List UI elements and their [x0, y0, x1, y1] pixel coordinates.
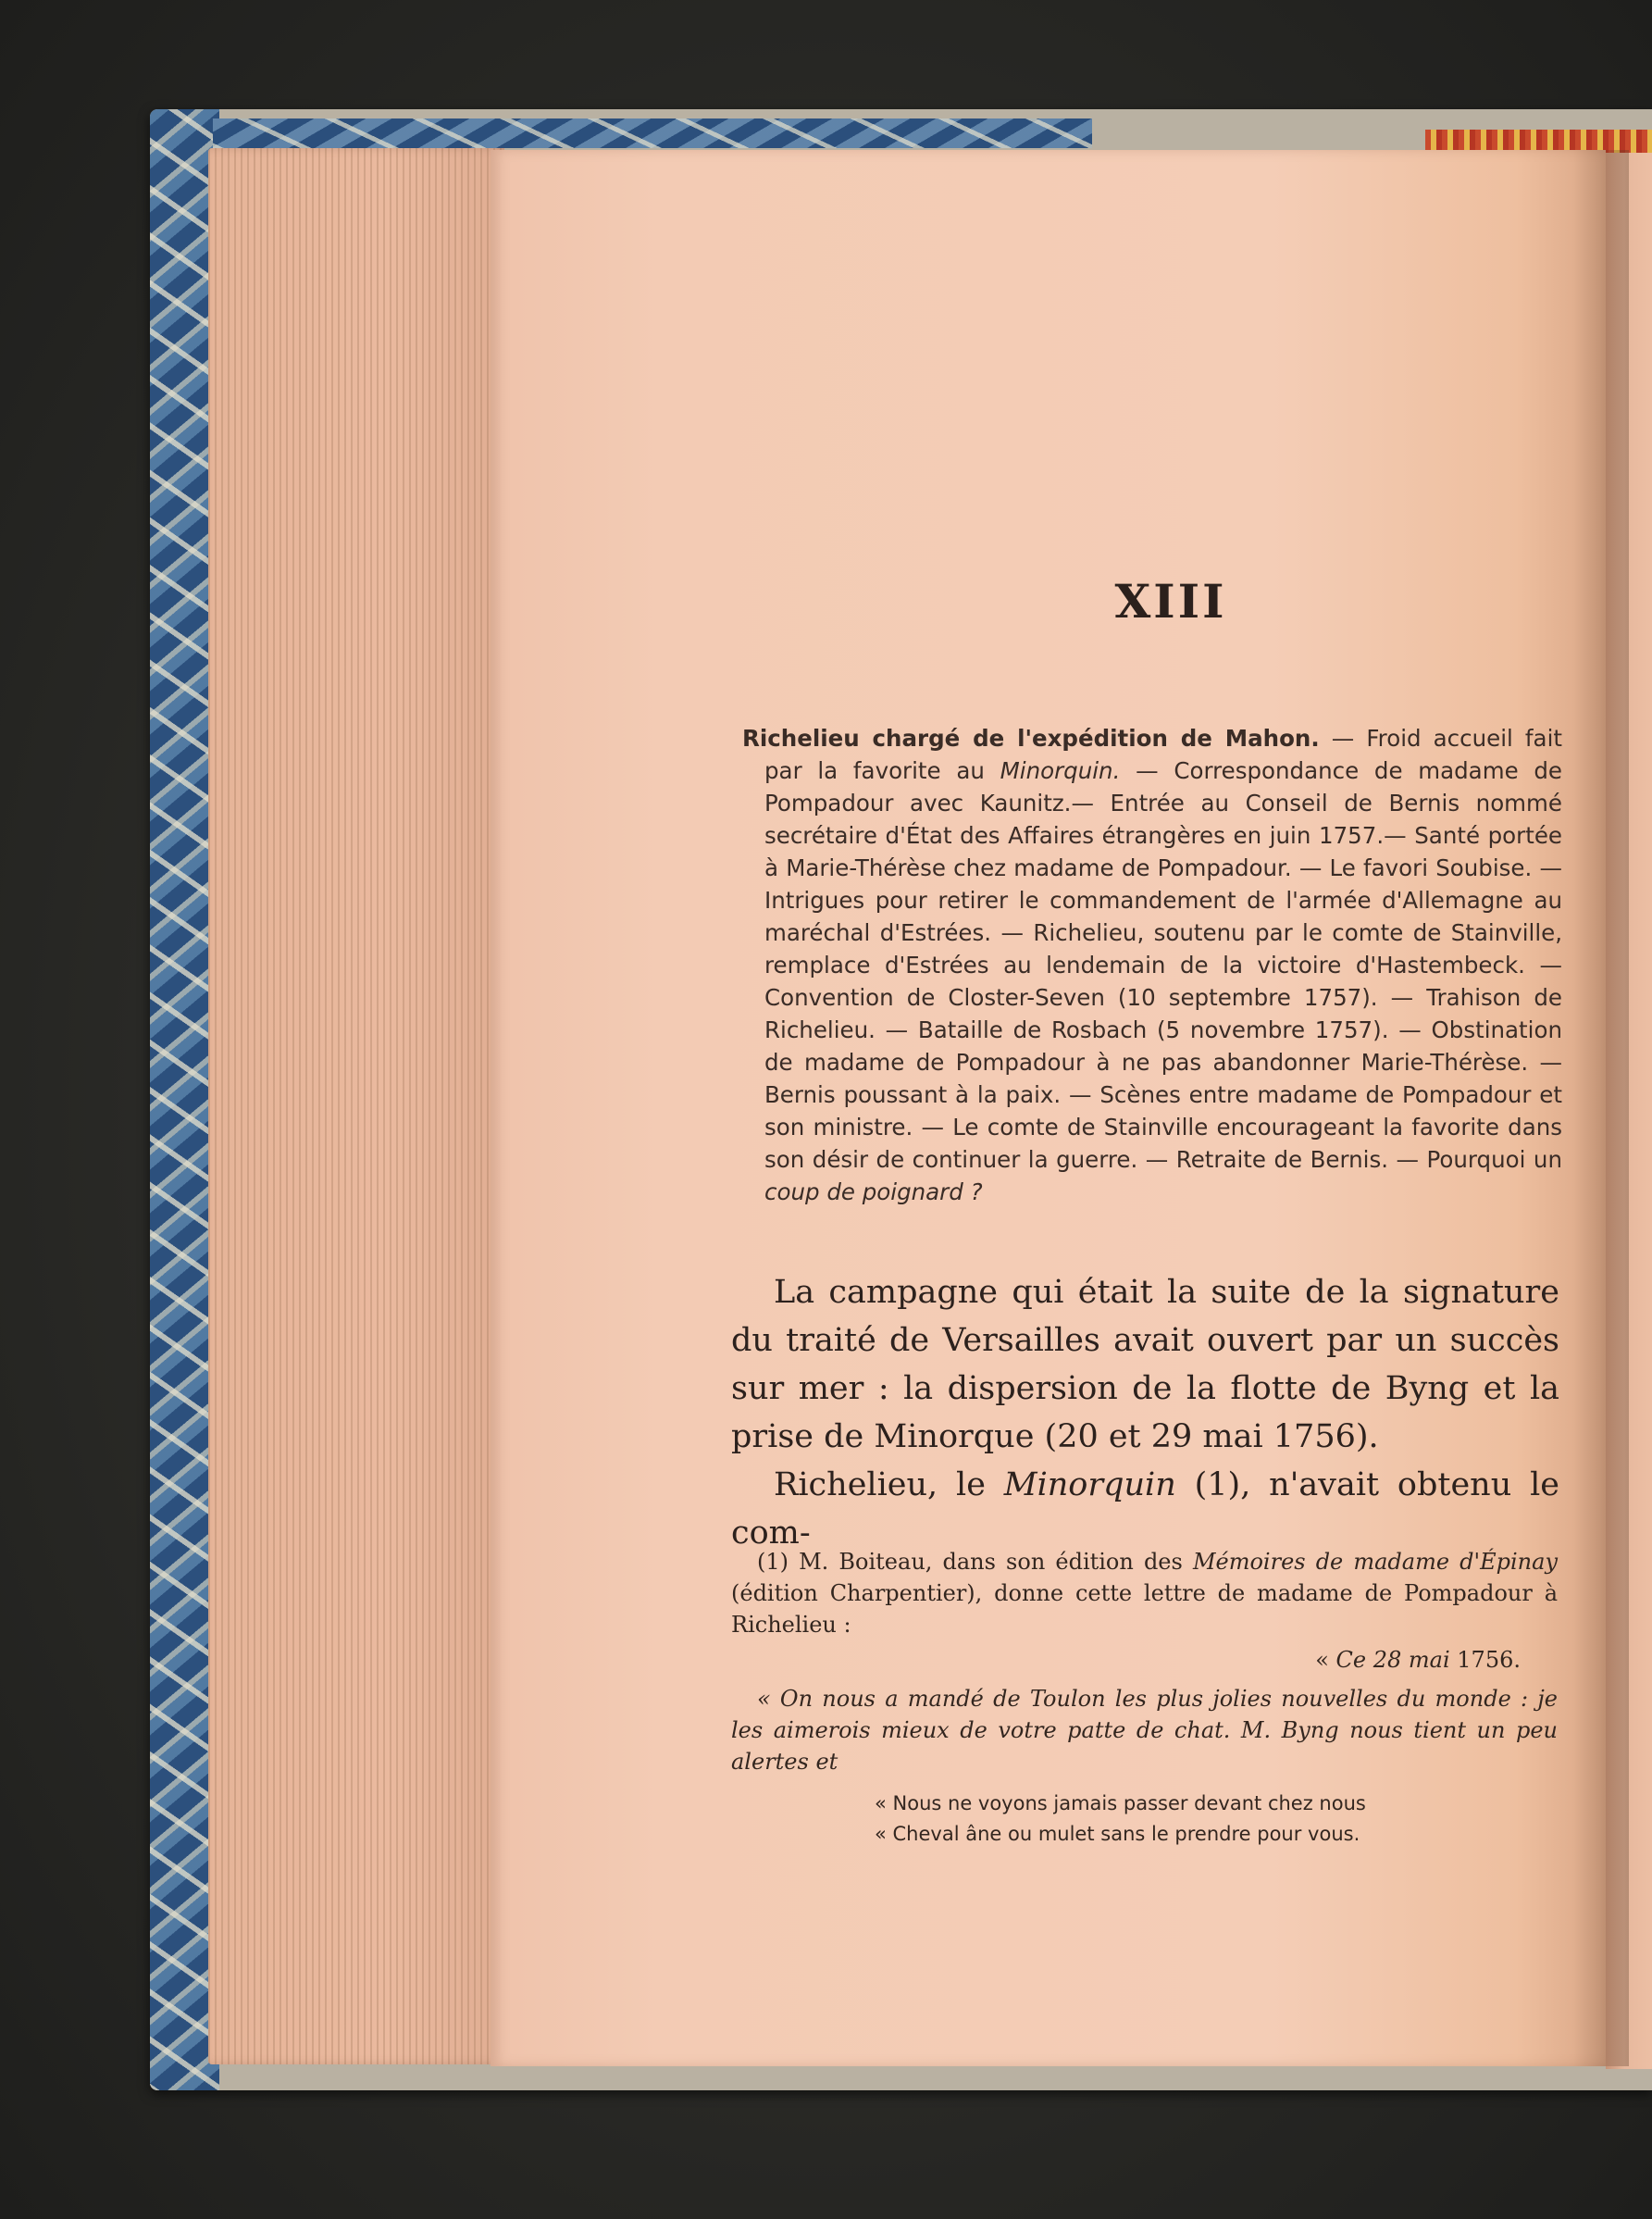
footnote-verse [875, 1789, 1558, 1850]
body-paragraph-1: La campagne qui était la suite de la signature du traité de Versailles avait ouvert par un succès sur mer : la dispersion de la flotte de Byng et la prise de Minorque (20 et 29 mai 1756). [731, 1274, 1559, 1455]
footnote-letter: « On nous a mandé de Toulon les plus jolies nouvelles du monde : je les aimerois mieux de votre patte de chat. M. Byng nous tient un peu alertes et [731, 1686, 1558, 1775]
summary-text-1: — Froid accueil fait par la favorite au [764, 725, 1562, 784]
footnote-date-quote: « [1315, 1647, 1336, 1673]
footnote-date [731, 1644, 1558, 1676]
footnote-date-italic: Ce 28 mai [1335, 1647, 1450, 1673]
footnote-verse-line-2: « Cheval âne ou mulet sans le prendre pour vous. [875, 1823, 1360, 1845]
summary-text-2: — Correspondance de madame de Pompadour avec Kaunitz.— Entrée au Conseil de Bernis nommé secrétaire d'État des Affaires étrangères en juin 1757.— Santé portée à Marie-Thérèse chez madame de Pompadour. — Le favori Soubise. — Intrigues pour retirer le commandement de l'armée d'Allemagne au maréchal d'Estrées. — Richelieu, soutenu par le comte de Stainville, remplace d'Estrées au lendemain de la victoire d'Hastembeck. — Convention de Closter-Seven (10 septembre 1757). — Trahison de Richelieu. — Bataille de Rosbach (5 novembre 1757). — Obstination de madame de Pompadour à ne pas abandonner Marie-Thérèse. — Bernis poussant à la paix. — Scènes entre madame de Pompadour et son ministre. — Le comte de Stainville encourageant la favorite dans son désir de continuer la guerre. — Retraite de Bernis. — Pourquoi un [764, 757, 1562, 1173]
marbled-top-edge [213, 118, 1092, 148]
summary-ending: coup de poignard ? [764, 1178, 983, 1205]
footnote-intro-end: (édition Charpentier), donne cette lettre de madame de Pompadour à Richelieu : [731, 1580, 1558, 1638]
page-stack [208, 148, 504, 2064]
footnote-date-year: 1756. [1449, 1647, 1521, 1673]
body-text [731, 1268, 1559, 1557]
footnote-intro-italic: Mémoires de madame d'Épinay [1192, 1549, 1559, 1575]
gutter-shadow [1573, 150, 1629, 2066]
footnote-intro-start: (1) M. Boiteau, dans son édition des [757, 1549, 1193, 1575]
summary-minorquin: Minorquin. [1000, 757, 1121, 784]
chapter-summary [742, 722, 1562, 1208]
body-paragraph-2-start: Richelieu, le [774, 1466, 1004, 1503]
body-paragraph-2-italic: Minorquin [1003, 1466, 1176, 1503]
summary-lead: Richelieu chargé de l'expédition de Mahon. [742, 725, 1320, 752]
footnote-intro [731, 1546, 1558, 1640]
footnote [731, 1546, 1558, 1850]
footnote-verse-line-1: « Nous ne voyons jamais passer devant chez nous [875, 1792, 1366, 1814]
body-paragraph-2 [731, 1461, 1559, 1557]
chapter-number: XIII [1114, 574, 1227, 629]
body-paragraph-2-end: (1), n'avait obtenu le com- [731, 1466, 1559, 1552]
